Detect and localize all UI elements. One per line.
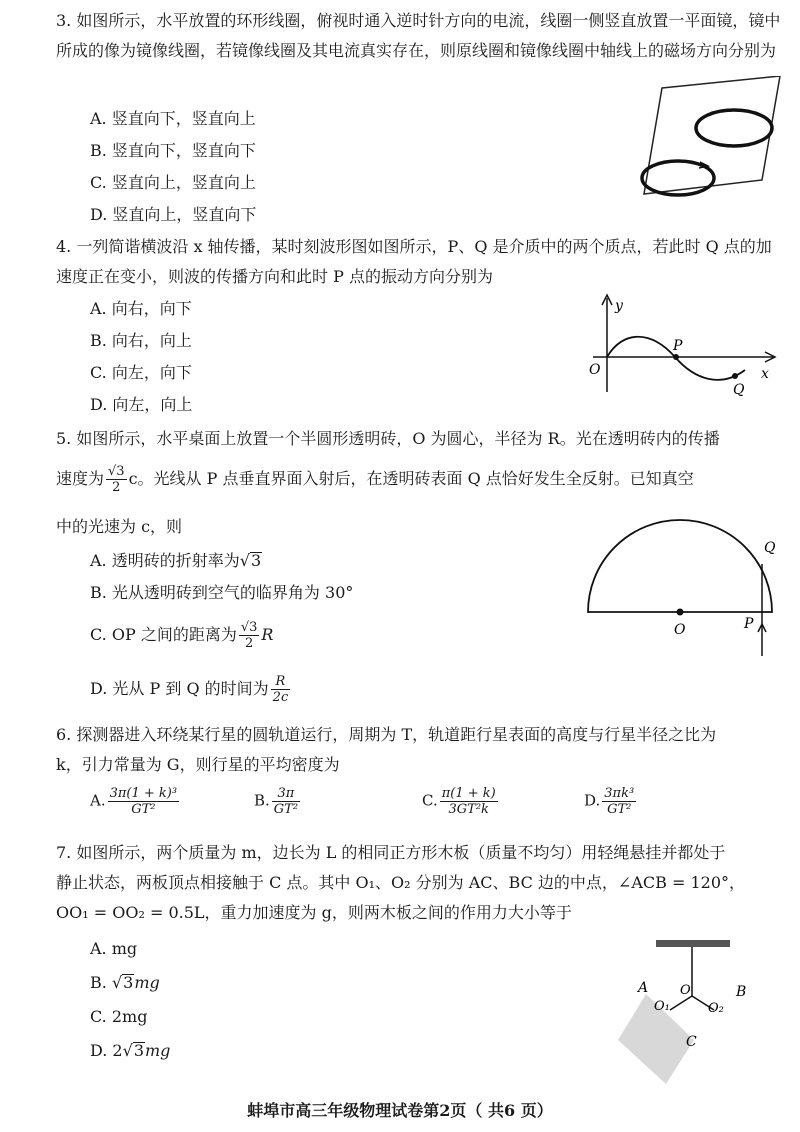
- question-5-option-c-text: C. OP 之间的距离为: [90, 625, 237, 644]
- label-q: Q: [733, 382, 745, 396]
- label-x: x: [761, 366, 769, 382]
- question-4-stem: 4. 一列简谐横波沿 x 轴传播，某时刻波形图如图所示，P、Q 是介质中的两个质点，若此时 Q 点的加速度正在变小，则波的传播方向和此时 P 点的振动方向分别为: [56, 237, 772, 286]
- label-q: Q: [764, 540, 776, 556]
- question-7-stem-line1: 7. 如图所示，两个质量为 m，边长为 L 的相同正方形木板（质量不均匀）用轻绳悬挂并都处于: [56, 843, 726, 862]
- question-6-option-d-num: 3πk³: [604, 786, 635, 801]
- question-4-option-d: D. 向左，向上: [90, 395, 193, 414]
- question-5-option-a: A. 透明砖的折射率为√3: [90, 551, 262, 570]
- point-p: [673, 354, 679, 360]
- question-6: [56, 720, 786, 780]
- mirror-plane: [644, 76, 780, 194]
- question-6-option-d: [584, 786, 638, 817]
- question-3-option-b: B. 竖直向下，竖直向下: [90, 141, 256, 160]
- point-q: [732, 373, 738, 379]
- question-6-option-a-den: GT²: [131, 802, 156, 817]
- question-6-option-a: [90, 786, 181, 817]
- question-7-stem-line2: 静止状态，两板顶点相接触于 C 点。其中 O₁、O₂ 分别为 AC、BC 边的中点，∠ACB = 120°，: [56, 873, 745, 892]
- question-6-option-b-fraction: [272, 786, 300, 817]
- time-fraction: [271, 674, 291, 705]
- center-o: [677, 609, 684, 616]
- question-4-option-c: C. 向左，向下: [90, 363, 192, 382]
- label-a: A: [638, 980, 649, 996]
- op-fraction-den: 2: [244, 636, 254, 651]
- question-7-option-b-unit: mg: [134, 973, 160, 992]
- question-6-option-d-fraction: [602, 786, 636, 817]
- question-6-option-a-num: 3π(1 + k)³: [109, 786, 178, 801]
- question-5-option-d-text: D. 光从 P 到 Q 的时间为: [90, 679, 269, 698]
- question-5-figure: [580, 516, 790, 660]
- speed-fraction-num: √3: [108, 464, 125, 479]
- question-6-option-b-num: 3π: [272, 786, 300, 802]
- question-6-option-a-label: A.: [90, 791, 106, 810]
- question-7-option-d-text: D. 2: [90, 1041, 123, 1060]
- question-6-option-c-label: C.: [422, 791, 438, 810]
- question-5-stem-line1: 5. 如图所示，水平桌面上放置一个半圆形透明砖，O 为圆心，半径为 R。光在透明砖内的传播: [56, 429, 720, 448]
- question-3-figure: [630, 76, 790, 216]
- question-3: [56, 6, 786, 66]
- question-7-option-b-text: B.: [90, 973, 112, 992]
- question-4-option-a: A. 向右，向下: [90, 299, 192, 318]
- question-7-option-d-radicand: 3: [133, 1041, 144, 1060]
- label-b: B: [736, 984, 747, 1000]
- question-6-option-c-fraction: [440, 786, 498, 817]
- label-o: O: [674, 622, 686, 638]
- time-fraction-den: 2c: [272, 690, 289, 705]
- question-6-option-b-den: GT²: [273, 802, 299, 817]
- question-4-figure: [585, 292, 780, 396]
- question-5-line2: [56, 464, 786, 495]
- question-7-option-c: C. 2mg: [90, 1007, 148, 1026]
- question-7-figure: [610, 936, 790, 1086]
- question-7-option-d: D. 2√3mg: [90, 1041, 171, 1060]
- question-7-stem-line3: OO₁ = OO₂ = 0.5L，重力加速度为 g，则两木板之间的作用力大小等于: [56, 903, 572, 922]
- label-c: C: [686, 1034, 697, 1050]
- question-6-option-c-num: π(1 + k): [441, 786, 496, 801]
- label-p: P: [673, 338, 683, 354]
- question-6-option-b: [254, 786, 302, 817]
- question-6-option-a-fraction: [108, 786, 179, 817]
- op-fraction-num: √3: [240, 620, 258, 635]
- op-fraction: [239, 620, 260, 651]
- mirror-image-coil: [696, 110, 772, 146]
- question-6-stem-line2: k，引力常量为 G，则行星的平均密度为: [56, 755, 340, 774]
- question-5-stem-line2-pre: 速度为: [56, 469, 105, 488]
- question-5-option-a-text: A. 透明砖的折射率为: [90, 551, 240, 570]
- question-7: [56, 838, 786, 928]
- question-6-option-b-label: B.: [254, 791, 270, 810]
- question-6-option-d-label: D.: [584, 791, 601, 810]
- question-3-option-a: A. 竖直向下，竖直向上: [90, 109, 256, 128]
- question-3-option-d: D. 竖直向上，竖直向下: [90, 205, 257, 224]
- question-7-option-a: A. mg: [90, 939, 138, 958]
- question-5-option-a-radicand: 3: [250, 551, 262, 570]
- question-5: [56, 424, 786, 454]
- label-o2: O₂: [708, 1001, 724, 1016]
- string-left: [670, 996, 692, 1010]
- question-6-stem-line1: 6. 探测器进入环绕某行星的圆轨道运行，周期为 T，轨道距行星表面的高度与行星半径之比为: [56, 725, 717, 744]
- question-7-option-d-unit: mg: [145, 1041, 171, 1060]
- question-5-option-b: B. 光从透明砖到空气的临界角为 30°: [90, 583, 354, 602]
- label-o: O: [680, 983, 691, 998]
- semicircle-brick: [588, 520, 772, 612]
- speed-fraction: [106, 464, 127, 495]
- question-4: [56, 232, 786, 292]
- question-5-option-c-unit: R: [261, 625, 274, 644]
- time-fraction-num: R: [271, 674, 291, 690]
- question-3-option-c: C. 竖直向上，竖直向上: [90, 173, 256, 192]
- question-7-option-b: B. √3mg: [90, 973, 160, 992]
- question-6-option-d-den: GT²: [607, 802, 632, 817]
- question-5-option-d: [90, 674, 292, 705]
- question-5-option-c: [90, 620, 273, 651]
- question-5-stem-line3: 中的光速为 c，则: [56, 517, 183, 536]
- label-o: O: [589, 362, 601, 378]
- question-6-option-c: [422, 786, 500, 817]
- question-3-stem: 3. 如图所示，水平放置的环形线圈，俯视时通入逆时针方向的电流，线圈一侧竖直放置一平面镜，镜中所成的像为镜像线圈，若镜像线圈及其电流真实存在，则原线圈和镜像线圈中轴线上的磁场方向分别为: [56, 11, 781, 60]
- label-p: P: [744, 616, 754, 632]
- speed-fraction-den: 2: [112, 480, 121, 495]
- question-7-option-b-radicand: 3: [123, 973, 134, 992]
- question-5-stem-line2-post: c。光线从 P 点垂直界面入射后，在透明砖表面 Q 点恰好发生全反射。已知真空: [128, 469, 694, 488]
- page-footer: 蚌埠市高三年级物理试卷第2页（ 共6 页）: [247, 1101, 553, 1120]
- ceiling: [656, 940, 730, 947]
- label-o1: O₁: [654, 999, 670, 1014]
- label-y: y: [615, 298, 623, 314]
- question-4-option-b: B. 向右，向上: [90, 331, 192, 350]
- question-6-option-c-den: 3GT²k: [448, 802, 489, 817]
